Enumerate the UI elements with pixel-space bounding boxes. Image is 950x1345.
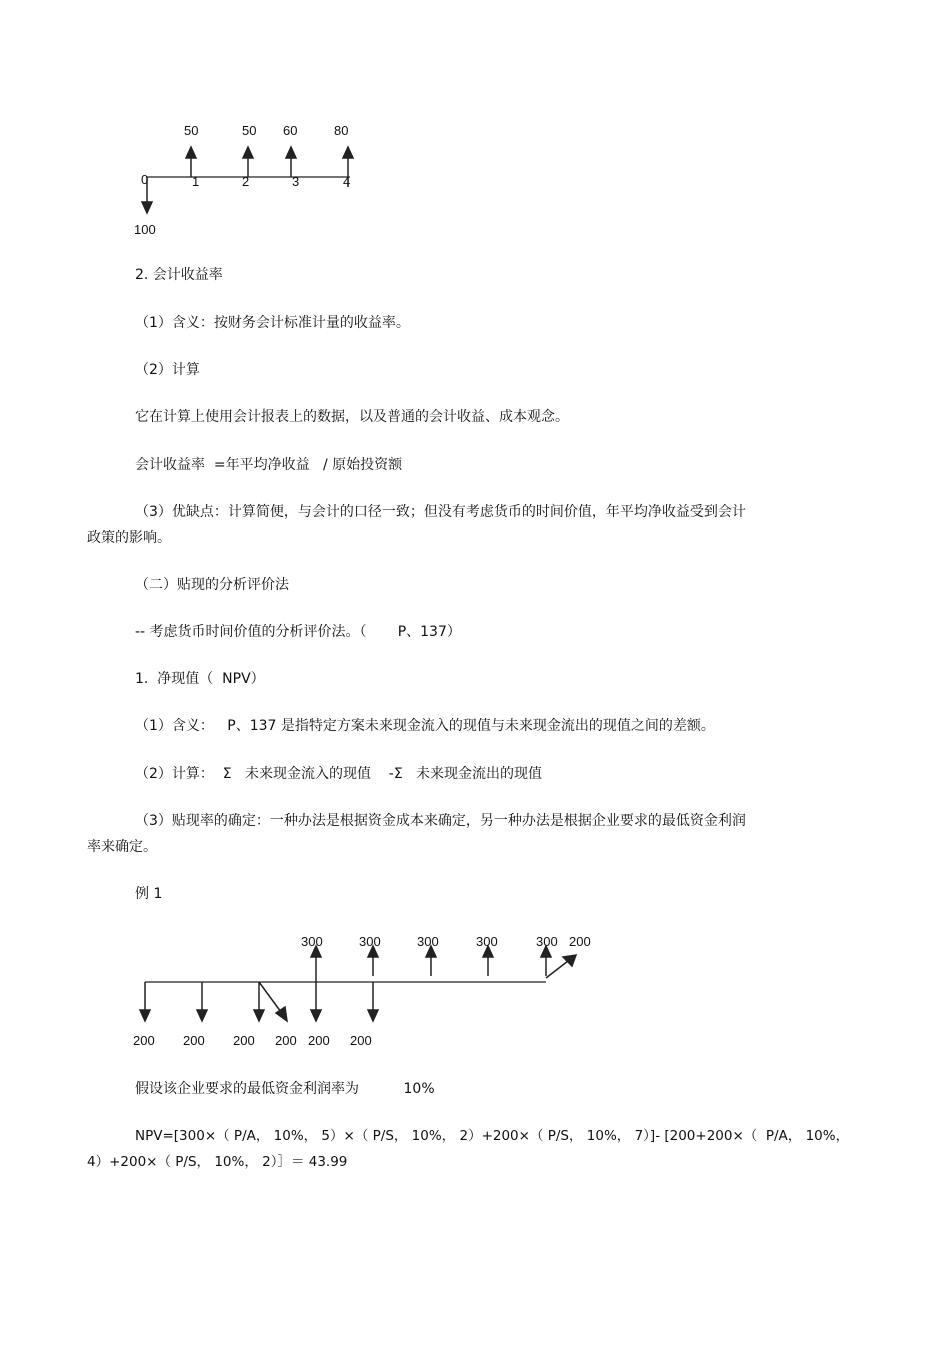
outflow-arrow-diagonal [259, 982, 287, 1021]
inflow-arrow-diagonal [546, 955, 576, 978]
inflow-value: 300 [359, 934, 381, 949]
period-label: 4 [343, 174, 351, 189]
outflow-arrow [197, 982, 207, 1021]
section-heading-discount: （二）贴现的分析评价法 [135, 577, 289, 593]
pros-cons-line2: 政策的影响。 [87, 530, 171, 546]
outflow-value: 200 [308, 1033, 330, 1048]
inflow-value: 300 [536, 934, 558, 949]
inflow-value: 200 [569, 934, 591, 949]
outflow-value: 200 [183, 1033, 205, 1048]
assumption-text: 假设该企业要求的最低资金利润率为 10% [135, 1081, 435, 1097]
inflow-value: 60 [283, 123, 298, 138]
inflow-value: 300 [476, 934, 498, 949]
outflow-arrow [311, 982, 321, 1021]
npv-formula-line1: NPV=[300×（ P/A， 10%， 5）×（ P/S， 10%， 2）+200×（ P/S， 10%， 7）]- [200+200×（ P/A， 10%， [135, 1128, 850, 1144]
discount-rate-line1: （3）贴现率的确定：一种办法是根据资金成本来确定，另一种办法是根据企业要求的最低资金利润 [135, 813, 746, 829]
inflow-value: 300 [301, 934, 323, 949]
inflow-arrow [426, 946, 436, 976]
discount-rate-line2: 率来确定。 [87, 839, 157, 855]
period-label: 2 [242, 174, 250, 189]
inflow-value: 50 [184, 123, 199, 138]
inflow-arrow [368, 946, 378, 976]
pros-cons-line1: （3）优缺点：计算简便，与会计的口径一致；但没有考虑货币的时间价值，年平均净收益受到会计 [135, 504, 746, 520]
outflow-value: 200 [275, 1033, 297, 1048]
accounting-rate-formula: 会计收益率 =年平均净收益 / 原始投资额 [135, 457, 403, 473]
outflow-arrow [368, 982, 378, 1021]
example-label: 例 1 [135, 886, 163, 902]
npv-heading: 1. 净现值（ NPV） [135, 671, 265, 687]
inflow-value: 50 [242, 123, 257, 138]
inflow-arrow [311, 946, 321, 982]
inflow-arrow [541, 946, 551, 976]
outflow-value: 200 [133, 1033, 155, 1048]
outflow-arrow [140, 982, 150, 1021]
period-label: 0 [141, 172, 149, 187]
period-label: 3 [292, 174, 300, 189]
calc-description: 它在计算上使用会计报表上的数据，以及普通的会计收益、成本观念。 [135, 409, 569, 425]
outflow-value: 200 [350, 1033, 372, 1048]
inflow-value: 80 [334, 123, 349, 138]
npv-meaning: （1）含义： P、137 是指特定方案未来现金流入的现值与未来现金流出的现值之间的差额。 [135, 718, 715, 734]
heading-accounting-rate: 2. 会计收益率 [135, 267, 223, 283]
discount-description: -- 考虑货币时间价值的分析评价法。（ P、137） [135, 624, 461, 640]
calc-heading: （2）计算 [135, 362, 200, 378]
outflow-value: 200 [233, 1033, 255, 1048]
meaning-text: （1）含义：按财务会计标准计量的收益率。 [135, 315, 410, 331]
outflow-value: 100 [134, 222, 156, 237]
npv-formula-line2: 4）+200×（ P/S， 10%， 2）］＝ 43.99 [87, 1154, 348, 1170]
npv-calc: （2）计算： Σ 未来现金流入的现值 -Σ 未来现金流出的现值 [135, 766, 543, 782]
inflow-value: 300 [417, 934, 439, 949]
inflow-arrow [483, 946, 493, 976]
period-label: 1 [192, 174, 200, 189]
